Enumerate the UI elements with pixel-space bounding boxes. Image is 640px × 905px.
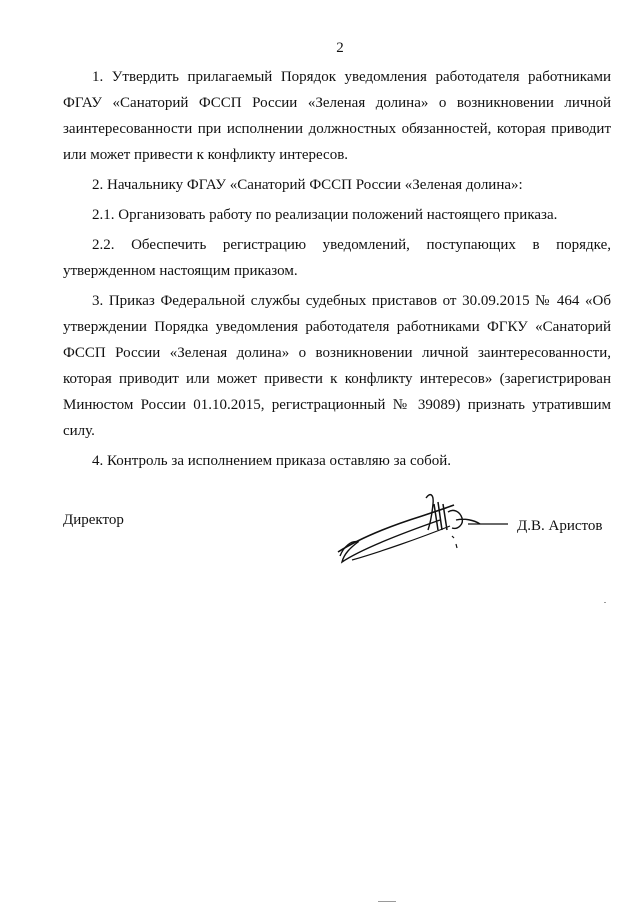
handwritten-signature — [330, 490, 520, 570]
paragraph-4: 4. Контроль за исполнением приказа оставляю за собой. — [92, 453, 452, 469]
paragraph-2: 2. Начальнику ФГАУ «Санаторий ФССП России «Зеленая долина»: — [92, 177, 523, 193]
scan-speck — [604, 602, 606, 603]
paragraph-2-2: 2.2. Обеспечить регистрацию уведомлений, поступающих в порядке, утвержденном настоящим приказом. — [63, 237, 611, 279]
paragraph-3: 3. Приказ Федеральной службы судебных приставов от 30.09.2015 № 464 «Об утверждении Порядка уведомления работодателя работниками ФГКУ «Санаторий ФССП России «Зеленая долина» о возникновении личной заинтересованности, которая приводит или может привести к конфликту интересов» (зарегистрирован Минюстом России 01.10.2015, регистрационный № 39089) признать утратившим силу. — [63, 293, 611, 439]
page-number: 2 — [336, 40, 344, 56]
director-title: Директор — [63, 512, 124, 528]
paragraph-2-1: 2.1. Организовать работу по реализации положений настоящего приказа. — [92, 207, 558, 223]
paragraph-1: 1. Утвердить прилагаемый Порядок уведомления работодателя работниками ФГАУ «Санаторий ФССП России «Зеленая долина» о возникновении личной заинтересованности при исполнении должностных обязанностей, которая приводит или может привести к конфликту интересов. — [63, 69, 611, 163]
signer-name: Д.В. Аристов — [517, 518, 603, 534]
scan-speck — [378, 901, 396, 902]
order-body — [63, 64, 611, 478]
